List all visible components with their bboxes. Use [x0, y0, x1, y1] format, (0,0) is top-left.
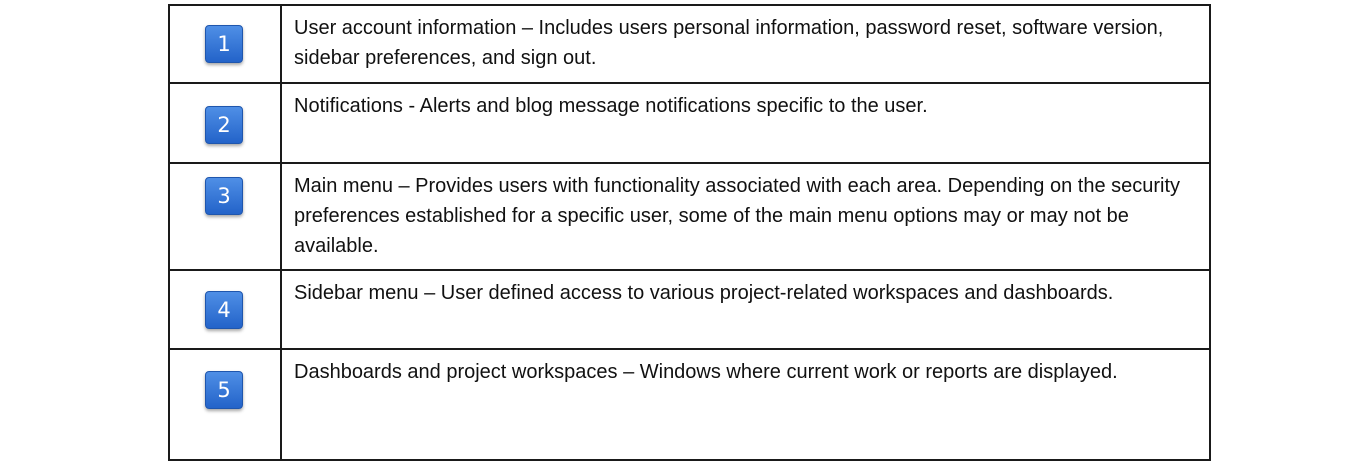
legend-row	[169, 349, 1210, 460]
description-cell: Notifications - Alerts and blog message notifications specific to the user.	[281, 83, 1210, 163]
description-cell: Main menu – Provides users with functionality associated with each area. Depending on the security preferences established for a specific user, some of the main menu options may or may not be available.	[281, 163, 1210, 270]
description-cell: User account information – Includes users personal information, password reset, software version, sidebar preferences, and sign out.	[281, 5, 1210, 83]
number-cell	[169, 349, 281, 460]
description-cell: Sidebar menu – User defined access to various project-related workspaces and dashboards.	[281, 270, 1210, 349]
number-badge: 4	[205, 291, 243, 329]
number-badge: 2	[205, 106, 243, 144]
number-badge: 5	[205, 371, 243, 409]
legend-row	[169, 5, 1210, 83]
number-cell	[169, 163, 281, 270]
number-cell	[169, 5, 281, 83]
legend-row	[169, 163, 1210, 270]
legend-row	[169, 270, 1210, 349]
legend-row	[169, 83, 1210, 163]
number-badge: 1	[205, 25, 243, 63]
number-badge: 3	[205, 177, 243, 215]
description-cell: Dashboards and project workspaces – Windows where current work or reports are displayed.	[281, 349, 1210, 460]
legend-table	[168, 4, 1211, 461]
number-cell	[169, 270, 281, 349]
number-cell	[169, 83, 281, 163]
